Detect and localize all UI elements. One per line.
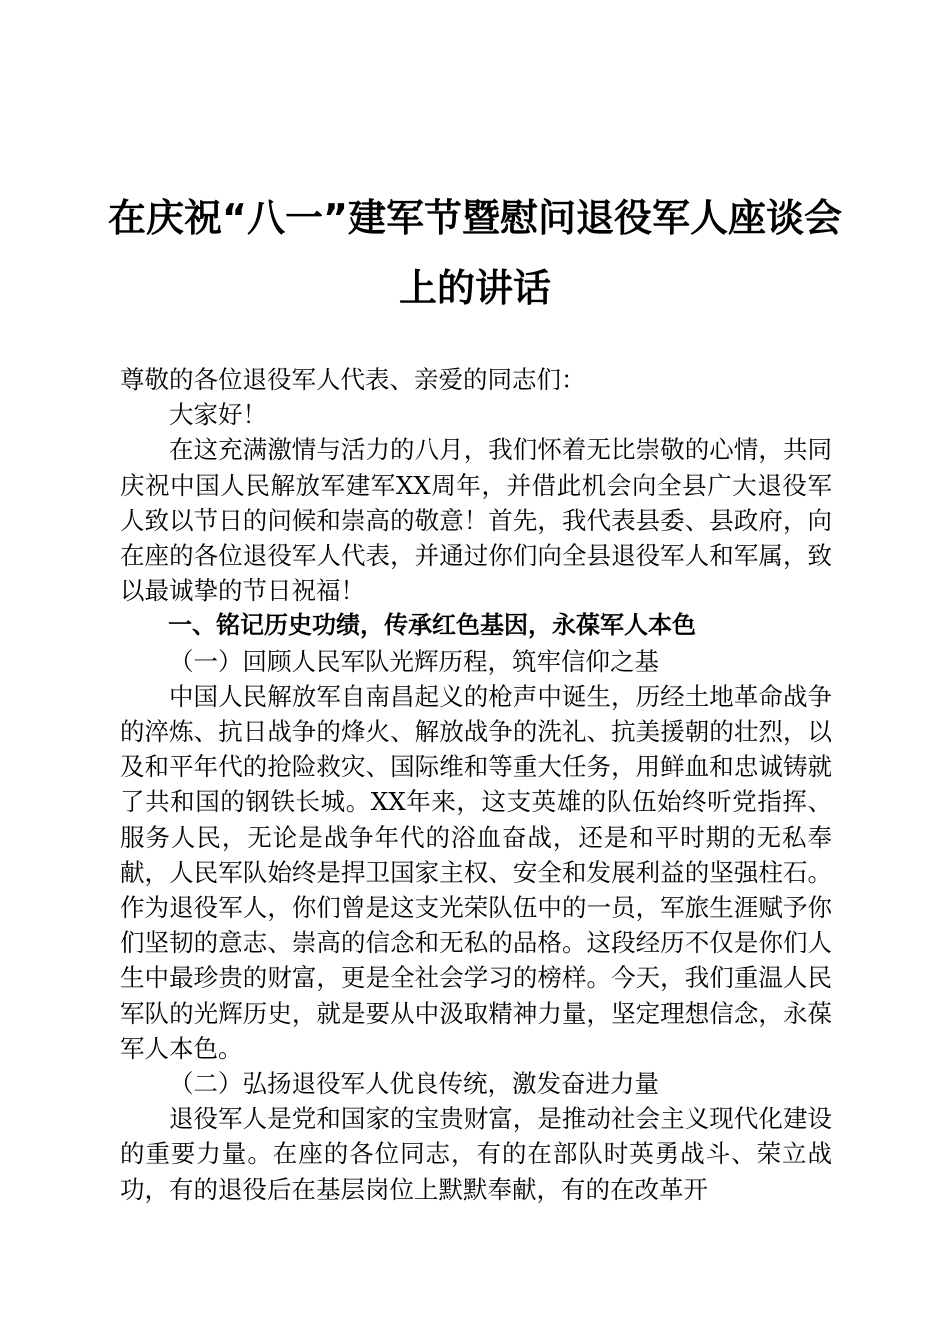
document-title-line-2: 上的讲话 bbox=[398, 266, 551, 310]
document-body bbox=[120, 362, 832, 1207]
greeting-paragraph: 大家好！ bbox=[169, 400, 267, 430]
subsection-heading-1: （一）回顾人民军队光辉历程，筑牢信仰之基 bbox=[169, 646, 659, 676]
section-heading-1: 一、铭记历史功绩，传承红色基因，永葆军人本色 bbox=[168, 611, 696, 640]
body-paragraph-veterans: 退役军人是党和国家的宝贵财富，是推动社会主义现代化建设的重要力量。在座的各位同志，有的在部队时英勇战斗、荣立战功，有的退役后在基层岗位上默默奉献，有的在改革开 bbox=[120, 1104, 832, 1204]
document-title-line-1: 在庆祝“八一”建军节暨慰问退役军人座谈会 bbox=[108, 196, 842, 240]
body-paragraph-history: 中国人民解放军自南昌起义的枪声中诞生，历经土地革命战争的淬炼、抗日战争的烽火、解放战争的洗礼、抗美援朝的壮烈，以及和平年代的抢险救灾、国际维和等重大任务，用鲜血和忠诚铸就了共和国的钢铁长城。XX年来，这支英雄的队伍始终听党指挥、服务人民，无论是战争年代的浴血奋战，还是和平时期的无私奉献，人民军队始终是捍卫国家主权、安全和发展利益的坚强柱石。作为退役军人，你们曾是这支光荣队伍中的一员，军旅生涯赋予你们坚韧的意志、崇高的信念和无私的品格。这段经历不仅是你们人生中最珍贵的财富，更是全社会学习的榜样。今天，我们重温人民军队的光辉历史，就是要从中汲取精神力量，坚定理想信念，永葆军人本色。 bbox=[120, 681, 832, 1063]
salutation: 尊敬的各位退役军人代表、亲爱的同志们： bbox=[120, 365, 586, 394]
subsection-heading-2: （二）弘扬退役军人优良传统，激发奋进力量 bbox=[169, 1069, 659, 1099]
opening-paragraph: 在这充满激情与活力的八月，我们怀着无比崇敬的心情，共同庆祝中国人民解放军建军XX周年，并借此机会向全县广大退役军人致以节日的问候和崇高的敬意！首先，我代表县委、县政府，向在座的各位退役军人代表，并通过你们向全县退役军人和军属，致以最诚挚的节日祝福！ bbox=[120, 435, 832, 606]
